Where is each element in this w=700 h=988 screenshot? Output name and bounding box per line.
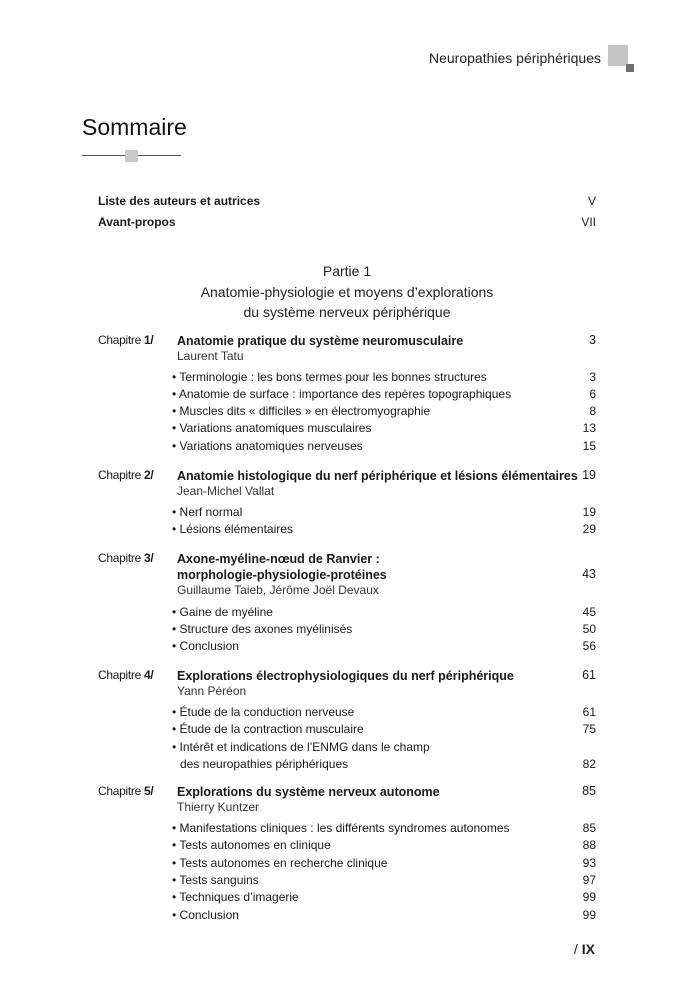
chapter-page: 85 [582,784,596,798]
entry-page: V [587,194,596,208]
page-title: Sommaire [82,114,187,140]
part-title-line: Anatomie-physiologie et moyens d’explorations [200,283,494,300]
section-entry[interactable]: • Variations anatomiques musculaires 13 [172,421,596,435]
chapter-authors: Thierry Kuntzer [177,800,260,814]
chapter-authors: Laurent Tatu [177,349,244,363]
chapter-page: 3 [589,333,596,347]
running-header: Neuropathies périphériques [429,50,601,66]
header-decor-square [608,45,628,66]
chapter-page: 19 [582,468,596,482]
section-entry[interactable]: • Nerf normal 19 [172,505,596,519]
entry-label: Liste des auteurs et autrices [98,194,261,208]
chapter-title-line: morphologie-physiologie-protéines [177,568,387,582]
section-entry[interactable]: • Étude de la contraction musculaire 75 [172,722,596,736]
toc-entry-foreword[interactable] [98,215,596,229]
section-entry[interactable]: • Manifestations cliniques : les différents syndromes autonomes 85 [172,821,596,835]
part-heading [98,261,596,323]
chapter-page: 43 [582,567,596,581]
section-entry[interactable]: • Lésions élémentaires 29 [172,522,596,536]
chapter-title[interactable]: Anatomie pratique du système neuromusculaire [177,334,464,348]
section-entry[interactable]: • Anatomie de surface : importance des repères topographiques 6 [172,387,596,401]
section-entry[interactable]: • Variations anatomiques nerveuses 15 [172,439,596,453]
section-entry[interactable]: • Techniques d’imagerie 99 [172,890,596,904]
title-decor-square [125,150,138,162]
chapter-title-line: Axone-myéline-nœud de Ranvier : [177,552,380,566]
section-entry[interactable]: • Terminologie : les bons termes pour les bonnes structures 3 [172,370,596,384]
chapter-title[interactable] [177,551,577,583]
section-entry[interactable]: • Muscles dits « difficiles » en électromyographie 8 [172,404,596,418]
section-entry[interactable]: • Intérêt et indications de l’ENMG dans le champ des neuropathies périphériques 82 [172,740,596,772]
entry-page: VII [581,215,596,229]
section-entry[interactable]: • Conclusion 56 [172,639,596,653]
chapter-title[interactable]: Anatomie histologique du nerf périphérique et lésions élémentaires [177,469,578,483]
toc-entry-authors-list[interactable] [98,194,596,208]
section-entry[interactable]: • Étude de la conduction nerveuse 61 [172,705,596,719]
section-entry[interactable]: • Tests sanguins 97 [172,873,596,887]
chapter-page: 61 [582,668,596,682]
chapter-label: Chapitre 2/ [98,468,154,482]
chapter-label: Chapitre 4/ [98,668,154,682]
section-entry[interactable]: • Conclusion 99 [172,908,596,922]
section-entry[interactable]: • Gaine de myéline 45 [172,605,596,619]
chapter-label: Chapitre 1/ [98,333,154,347]
entry-label: Avant-propos [98,215,176,229]
section-entry[interactable]: • Tests autonomes en recherche clinique 93 [172,856,596,870]
folio-number: IX [581,941,595,957]
chapter-authors: Jean-Michel Vallat [177,484,275,498]
chapter-label: Chapitre 3/ [98,551,154,565]
section-entry[interactable]: • Tests autonomes en clinique 88 [172,838,596,852]
chapter-title[interactable]: Explorations du système nerveux autonome [177,785,440,799]
folio-slash: / [573,941,578,957]
part-title-line: du système nerveux périphérique [243,304,451,320]
chapter-authors: Guillaume Taieb, Jérôme Joël Devaux [177,583,379,597]
page-folio [574,941,595,957]
chapter-label: Chapitre 5/ [98,784,154,798]
chapter-title[interactable]: Explorations électrophysiologiques du nerf périphérique [177,669,514,683]
header-decor-square-small [626,64,634,72]
part-number: Partie 1 [322,263,372,279]
chapter-authors: Yann Péréon [177,684,247,698]
section-entry[interactable]: • Structure des axones myélinisés 50 [172,622,596,636]
